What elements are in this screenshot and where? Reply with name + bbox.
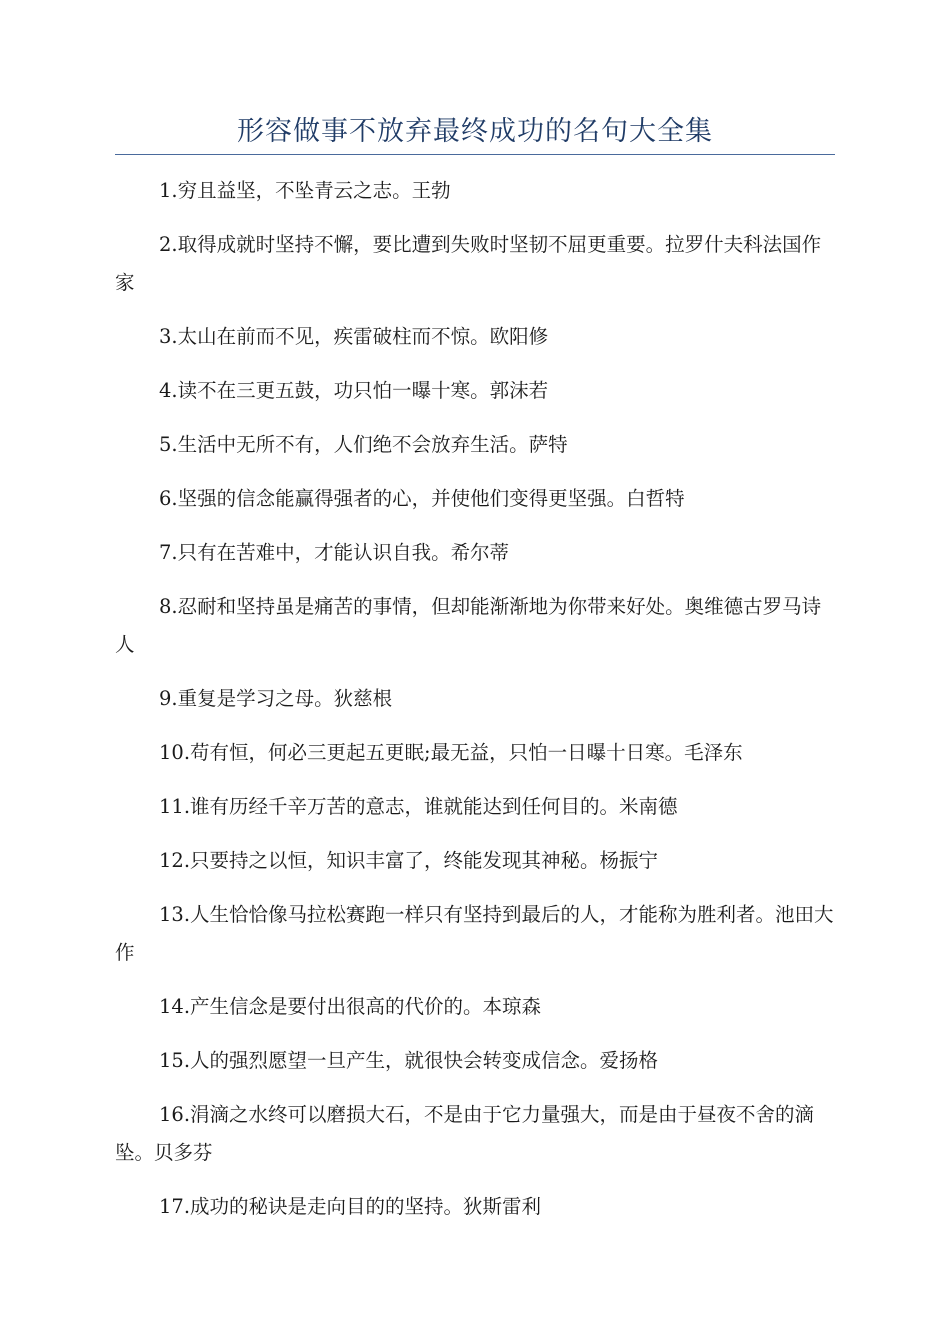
quote-item-2: 2.取得成就时坚持不懈，要比遭到失败时坚韧不屈更重要。拉罗什夫科法国作家	[115, 233, 822, 294]
quote-item-8: 8.忍耐和坚持虽是痛苦的事情，但却能渐渐地为你带来好处。奥维德古罗马诗人	[115, 595, 822, 656]
quote-item-10: 10.苟有恒，何必三更起五更眠;最无益，只怕一日曝十日寒。毛泽东	[159, 741, 743, 764]
quote-item-6: 6.坚强的信念能赢得强者的心，并使他们变得更坚强。白哲特	[159, 487, 685, 510]
quote-item-5: 5.生活中无所不有，人们绝不会放弃生活。萨特	[159, 433, 568, 456]
quote-item-3: 3.太山在前而不见，疾雷破柱而不惊。欧阳修	[159, 325, 549, 348]
document-title: 形容做事不放弃最终成功的名句大全集	[237, 116, 713, 147]
quote-item-9: 9.重复是学习之母。狄慈根	[159, 687, 393, 710]
title-underline	[115, 154, 835, 155]
quote-item-4: 4.读不在三更五鼓，功只怕一曝十寒。郭沫若	[159, 379, 549, 402]
quote-list	[115, 172, 835, 1242]
quote-item-14: 14.产生信念是要付出很高的代价的。本琼森	[159, 995, 542, 1018]
quote-item-12: 12.只要持之以恒，知识丰富了，终能发现其神秘。杨振宁	[159, 849, 659, 872]
quote-item-11: 11.谁有历经千辛万苦的意志，谁就能达到任何目的。米南德	[159, 795, 678, 818]
quote-item-7: 7.只有在苦难中，才能认识自我。希尔蒂	[159, 541, 510, 564]
quote-item-1: 1.穷且益坚，不坠青云之志。王勃	[159, 179, 451, 202]
quote-item-15: 15.人的强烈愿望一旦产生，就很快会转变成信念。爱扬格	[159, 1049, 659, 1072]
quote-item-17: 17.成功的秘诀是走向目的的坚持。狄斯雷利	[159, 1195, 542, 1218]
quote-item-16: 16.涓滴之水终可以磨损大石，不是由于它力量强大，而是由于昼夜不舍的滴坠。贝多芬	[115, 1103, 815, 1164]
quote-item-13: 13.人生恰恰像马拉松赛跑一样只有坚持到最后的人，才能称为胜利者。池田大作	[115, 903, 834, 964]
